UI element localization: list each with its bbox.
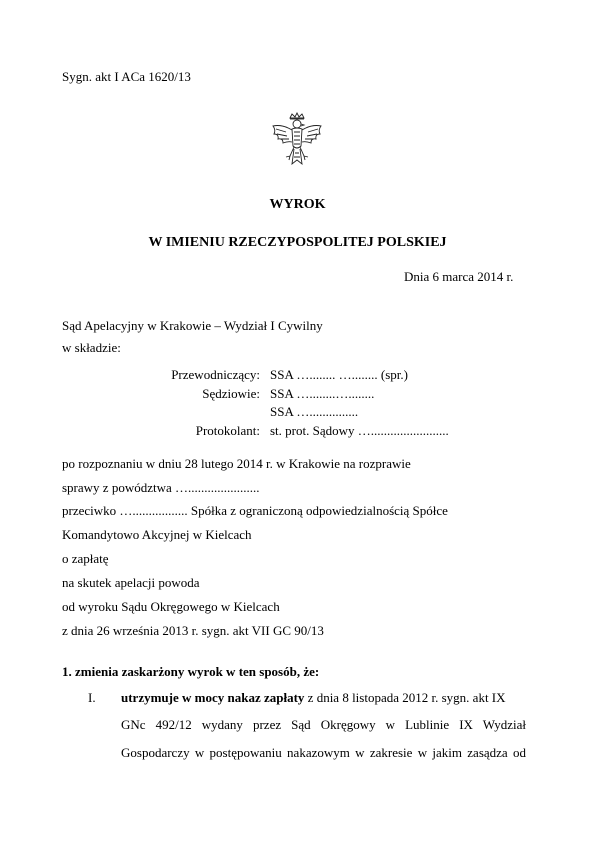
body-line: po rozpoznaniu w dniu 28 lutego 2014 r. w Krakowie na rozprawie xyxy=(62,456,411,471)
court-name: Sąd Apelacyjny w Krakowie – Wydział I Cywilny xyxy=(62,318,323,333)
polish-eagle-emblem-icon xyxy=(268,112,326,174)
judgment-date: Dnia 6 marca 2014 r. xyxy=(404,269,514,284)
document-subtitle: W IMIENIU RZECZYPOSPOLITEJ POLSKIEJ xyxy=(148,235,447,250)
ruling-item-line-3: Gospodarczy w postępowaniu nakazowym w zakresie w jakim zasądza od xyxy=(121,745,526,760)
panel-value-clerk: st. prot. Sądowy …........................ xyxy=(270,423,449,438)
panel-value-judge-1: SSA …........…........ xyxy=(270,386,375,401)
body-line: sprawy z powództwa …...................... xyxy=(62,480,260,495)
panel-label-judges: Sędziowie: xyxy=(202,386,260,401)
ruling-item-rest: z dnia 8 listopada 2012 r. sygn. akt IX xyxy=(304,690,506,705)
composition-label: w składzie: xyxy=(62,340,121,355)
ruling-item-line-2: GNc 492/12 wydany przez Sąd Okręgowy w Lublinie IX Wydział xyxy=(121,717,526,732)
panel-label-clerk: Protokolant: xyxy=(195,423,260,438)
panel-value-judge-2: SSA …............... xyxy=(270,404,359,419)
body-line: przeciwko …................. Spółka z ograniczoną odpowiedzialnością Spółce xyxy=(62,503,448,518)
ruling-point-1: 1. zmienia zaskarżony wyrok w ten sposób, że: xyxy=(62,664,320,679)
body-line: o zapłatę xyxy=(62,551,109,566)
body-line: Komandytowo Akcyjnej w Kielcach xyxy=(62,527,252,542)
body-line: na skutek apelacji powoda xyxy=(62,575,200,590)
body-line: od wyroku Sądu Okręgowego w Kielcach xyxy=(62,599,280,614)
case-signature: Sygn. akt I ACa 1620/13 xyxy=(62,69,191,84)
panel-label-presiding: Przewodniczący: xyxy=(171,367,260,382)
ruling-item-bold: utrzymuje w mocy nakaz zapłaty xyxy=(121,690,305,705)
panel-value-presiding: SSA …........ …........ (spr.) xyxy=(270,367,408,382)
document-title: WYROK xyxy=(269,197,326,212)
ruling-item-number: I. xyxy=(88,690,96,705)
body-line: z dnia 26 września 2013 r. sygn. akt VII GC 90/13 xyxy=(62,623,324,638)
ruling-item-line-1 xyxy=(121,690,506,706)
